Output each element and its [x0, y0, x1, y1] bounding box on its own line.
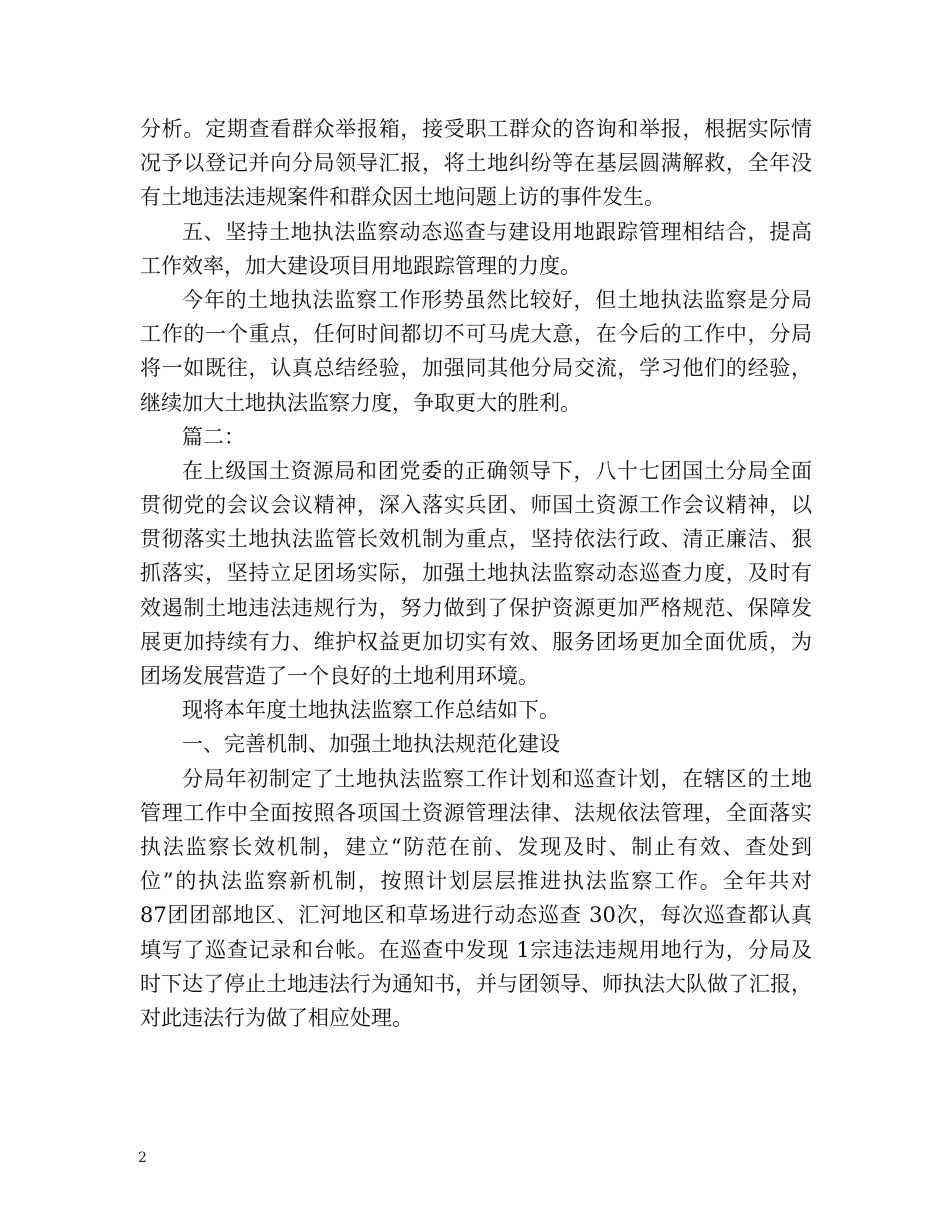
text-line: 位”的执法监察新机制，按照计划层层推进执法监察工作。全年共对	[140, 869, 812, 894]
text-line: 分析。定期查看群众举报箱，接受职工群众的咨询和举报，根据实际情	[140, 117, 812, 141]
text-line: 现将本年度土地执法监察工作总结如下。	[182, 698, 560, 723]
text-line: 今年的土地执法监察工作形势虽然比较好，但土地执法监察是分局	[182, 287, 812, 312]
text-line: 贯彻落实土地执法监管长效机制为重点，坚持依法行政、清正廉洁、狠	[140, 527, 812, 552]
text-line: 时下达了停止土地违法行为通知书，并与团领导、师执法大队做了汇报，	[140, 971, 812, 996]
document-body	[140, 112, 812, 1035]
text-line: 将一如既往，认真总结经验，加强同其他分局交流，学习他们的经验，	[140, 356, 812, 381]
section-heading: 一、完善机制、加强土地执法规范化建设	[182, 732, 560, 757]
text-line: 执法监察长效机制，建立“防范在前、发现及时、制止有效、查处到	[140, 834, 812, 859]
text-line: 对此违法行为做了相应处理。	[140, 1005, 413, 1030]
text-line: 团场发展营造了一个良好的土地利用环境。	[140, 664, 539, 688]
text-line: 展更加持续有力、维护权益更加切实有效、服务团场更加全面优质，为	[140, 629, 812, 654]
text-line: 继续加大土地执法监察力度，争取更大的胜利。	[140, 390, 581, 415]
text-line: 管理工作中全面按照各项国土资源管理法律、法规依法管理，全面落实	[140, 800, 812, 825]
text-line: 工作效率，加大建设项目用地跟踪管理的力度。	[140, 253, 581, 278]
text-line: 工作的一个重点，任何时间都切不可马虎大意，在今后的工作中，分局	[140, 322, 812, 347]
text-line: 分局年初制定了土地执法监察工作计划和巡查计划，在辖区的土地	[182, 766, 812, 791]
text-line: 贯彻党的会议会议精神，深入落实兵团、师国土资源工作会议精神，以	[140, 493, 812, 518]
text-line: 87团团部地区、汇河地区和草场进行动态巡查 30次，每次巡查都认真	[140, 903, 812, 928]
section-heading: 篇二：	[182, 424, 245, 449]
text-line: 抓落实，坚持立足团场实际，加强土地执法监察动态巡查力度，及时有	[140, 561, 812, 586]
text-line: 有土地违法违规案件和群众因土地问题上访的事件发生。	[140, 185, 665, 210]
page-number: 2	[138, 1150, 147, 1166]
text-line: 填写了巡查记录和台帐。在巡查中发现 1宗违法违规用地行为，分局及	[140, 937, 812, 962]
text-line: 效遏制土地违法违规行为，努力做到了保护资源更加严格规范、保障发	[140, 595, 812, 620]
text-line: 况予以登记并向分局领导汇报，将土地纠纷等在基层圆满解救，全年没	[140, 151, 812, 176]
text-line: 在上级国土资源局和团党委的正确领导下，八十七团国土分局全面	[182, 458, 812, 483]
text-line: 五、坚持土地执法监察动态巡查与建设用地跟踪管理相结合，提高	[182, 219, 812, 244]
